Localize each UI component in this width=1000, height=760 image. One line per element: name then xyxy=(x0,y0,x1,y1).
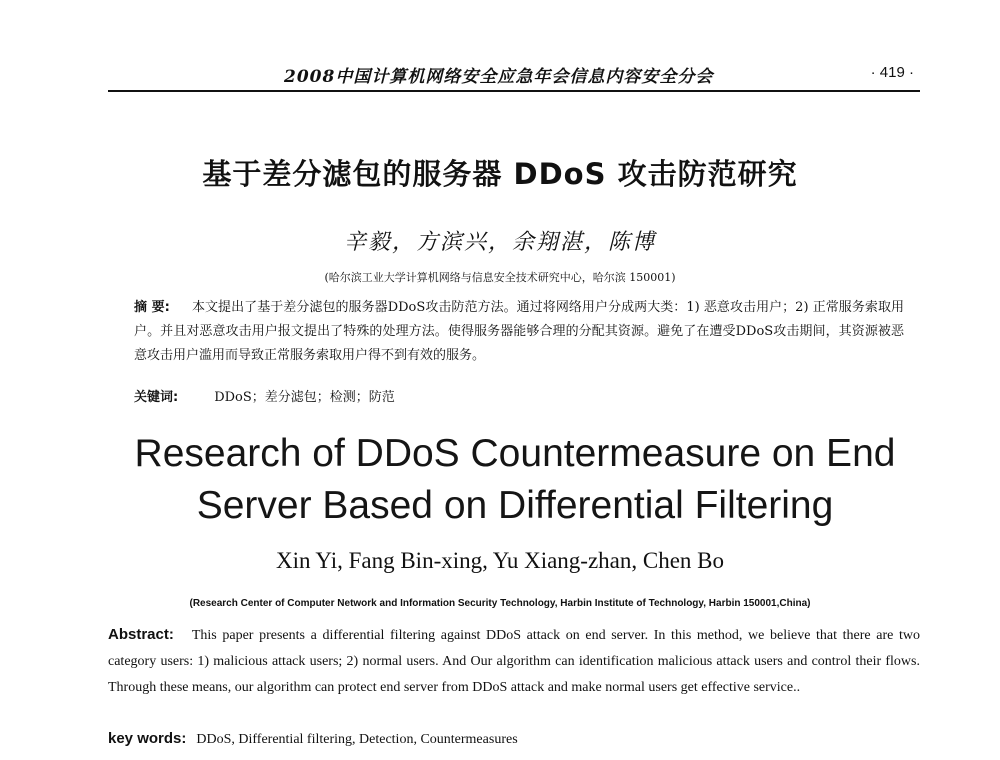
english-keywords-label: key words: xyxy=(108,730,187,747)
english-authors: Xin Yi, Fang Bin-xing, Yu Xiang-zhan, Chen Bo xyxy=(275,548,725,573)
chinese-authors: 辛毅，方滨兴，余翔湛，陈博 xyxy=(343,230,656,255)
english-keywords xyxy=(108,730,920,748)
journal-title: 2008中国计算机网络安全应急年会信息内容安全分会 xyxy=(284,67,714,87)
chinese-title: 基于差分滤包的服务器 DDoS 攻击防范研究 xyxy=(202,157,798,191)
chinese-abstract xyxy=(134,296,904,368)
english-abstract-text: This paper presents a differential filtering against DDoS attack on end server. In this method, we believe that there are two category users: 1) malicious attack users; 2) normal users. And Our algorithm can identification malicious attack users and control their flows. Through these means, our algorithm can protect end server from DDoS attack and make normal users get effective service.. xyxy=(108,628,920,695)
chinese-keywords xyxy=(134,386,904,405)
english-title: Research of DDoS Countermeasure on End Server Based on Differential Filtering xyxy=(134,432,896,527)
chinese-keywords-text: DDoS；差分滤包；检测；防范 xyxy=(214,390,395,405)
page-number: · 419 · xyxy=(870,64,914,81)
english-abstract xyxy=(108,622,920,701)
chinese-keywords-label: 关键词: xyxy=(134,390,179,405)
english-abstract-label: Abstract: xyxy=(108,626,174,643)
chinese-abstract-text: 本文提出了基于差分滤包的服务器DDoS攻击防范方法。通过将网络用户分成两大类：1) 恶意攻击用户；2) 正常服务索取用户。并且对恶意攻击用户报文提出了特殊的处理方法。使得服务器能够合理的分配其资源。避免了在遭受DDoS攻击期间，其资源被恶意攻击用户滥用而导致正常服务索取用户得不到有效的服务。 xyxy=(134,300,905,363)
running-header xyxy=(108,56,920,92)
english-affiliation: (Research Center of Computer Network and Information Security Technology, Harbin Institute of Technology, Harbin 150001,China) xyxy=(189,598,811,609)
english-keywords-text: DDoS, Differential filtering, Detection, Countermeasures xyxy=(196,732,518,747)
chinese-abstract-label: 摘 要: xyxy=(134,300,170,315)
chinese-affiliation: (哈尔滨工业大学计算机网络与信息安全技术研究中心，哈尔滨 150001) xyxy=(324,271,676,284)
